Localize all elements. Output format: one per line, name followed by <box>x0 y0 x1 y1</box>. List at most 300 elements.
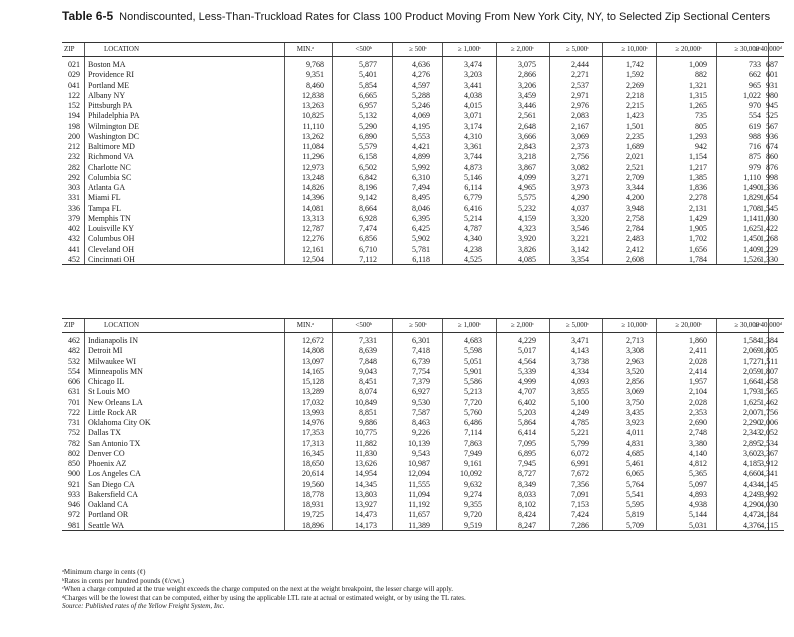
location-cell: Atlanta GA <box>88 183 126 192</box>
table-header <box>62 319 784 333</box>
zip-cell: 462 <box>68 336 80 345</box>
zip-cell: 731 <box>68 418 80 427</box>
rate-cell: 942 <box>695 142 707 151</box>
rate-cell: 4,145 <box>760 479 778 489</box>
rate-cell: 2,052 <box>760 428 778 438</box>
rate-cell: 1,268 <box>760 234 778 244</box>
rate-cell: 6,502 <box>359 162 377 172</box>
rate-cell: 9,886 <box>359 418 377 427</box>
rate-cell: 6,928 <box>359 213 377 223</box>
rate-cell: 6,118 <box>412 254 430 264</box>
rate-cell: 2,069 <box>743 346 761 356</box>
rate-cell: 4,115 <box>760 520 778 530</box>
rate-cell: 3,520 <box>626 366 644 376</box>
rate-cell: 2,290 <box>743 418 761 427</box>
table-row <box>62 59 784 69</box>
zip-cell: 212 <box>68 142 80 151</box>
column-header: ≥ 500ᶜ <box>409 45 427 53</box>
location-cell: Providence RI <box>88 70 134 80</box>
rate-cell: 8,851 <box>359 407 377 417</box>
footnotes <box>62 568 782 611</box>
rate-cell: 5,709 <box>626 520 644 530</box>
rate-cell: 554 <box>749 111 761 121</box>
rate-cell: 2,856 <box>626 377 644 386</box>
rate-cell: 11,657 <box>408 510 430 520</box>
rate-cell: 5,760 <box>464 407 482 417</box>
table-row <box>62 376 784 386</box>
location-cell: Phoenix AZ <box>88 459 127 468</box>
location-cell: Richmond VA <box>88 152 134 162</box>
rate-cell: 7,331 <box>359 336 377 345</box>
rate-cell: 8,424 <box>518 510 536 520</box>
rate-cell: 6,065 <box>626 469 644 479</box>
zip-cell: 379 <box>68 213 80 223</box>
rate-cell: 3,474 <box>464 60 482 69</box>
rate-cell: 14,808 <box>302 346 324 356</box>
rate-cell: 7,945 <box>518 459 536 468</box>
rate-cell: 3,380 <box>689 438 707 448</box>
rate-cell: 7,672 <box>571 469 589 479</box>
rate-cell: 1,742 <box>626 60 644 69</box>
rate-cell: 7,587 <box>412 407 430 417</box>
table-row <box>62 479 784 489</box>
rate-cell: 13,289 <box>302 387 324 397</box>
rate-cell: 8,664 <box>359 203 377 213</box>
rate-cell: 14,173 <box>355 520 377 530</box>
rate-cell: 805 <box>695 121 707 131</box>
rate-cell: 8,639 <box>359 346 377 356</box>
table-row <box>62 121 784 131</box>
rate-cell: 12,838 <box>302 90 324 100</box>
zip-cell: 631 <box>68 387 80 397</box>
rate-cell: 5,214 <box>464 213 482 223</box>
rate-cell: 4,636 <box>412 60 430 69</box>
rate-cell: 5,877 <box>359 60 377 69</box>
rate-cell: 3,354 <box>571 254 589 264</box>
rate-cell: 980 <box>766 90 778 100</box>
rate-cell: 10,775 <box>355 428 377 438</box>
rate-cell: 2,976 <box>571 101 589 110</box>
rate-cell: 1,784 <box>689 254 707 264</box>
rate-cell: 4,893 <box>689 489 707 499</box>
rate-cell: 5,339 <box>518 366 536 376</box>
rate-cell: 5,017 <box>518 346 536 356</box>
rate-cell: 5,541 <box>626 489 644 499</box>
rate-cell: 9,043 <box>359 366 377 376</box>
rate-cell: 1,022 <box>743 90 761 100</box>
zip-cell: 122 <box>68 90 80 100</box>
rate-cell: 6,402 <box>518 397 536 407</box>
location-cell: Little Rock AR <box>88 407 137 417</box>
rate-cell: 5,288 <box>412 90 430 100</box>
rate-cell: 8,247 <box>518 520 536 530</box>
rate-cell: 1,793 <box>743 387 761 397</box>
location-cell: Charlotte NC <box>88 162 131 172</box>
rate-cell: 10,139 <box>408 438 430 448</box>
footnote-source: Source: Published rates of the Yellow Freight System, Inc. <box>62 602 225 610</box>
rate-cell: 5,031 <box>689 520 707 530</box>
rate-cell: 601 <box>766 70 778 80</box>
rate-cell: 4,184 <box>760 510 778 520</box>
rate-cell: 2,218 <box>626 90 644 100</box>
table-caption: Nondiscounted, Less-Than-Truckload Rates for Class 100 Product Moving From New York City, NY, to Selected Zip Sectional Centers <box>119 11 771 23</box>
zip-cell: 606 <box>68 377 80 386</box>
rate-cell: 4,037 <box>571 203 589 213</box>
rate-cell: 16,345 <box>302 448 324 458</box>
table-row <box>62 520 784 530</box>
table-row <box>62 468 784 478</box>
rate-cell: 4,421 <box>412 142 430 151</box>
rate-cell: 2,608 <box>626 254 644 264</box>
location-cell: St Louis MO <box>88 387 130 397</box>
rate-cell: 2,411 <box>689 346 707 356</box>
rate-cell: 1,807 <box>760 366 778 376</box>
rate-cell: 3,308 <box>626 346 644 356</box>
rate-cell: 4,334 <box>571 366 589 376</box>
location-cell: Portland OR <box>88 510 129 520</box>
rate-cell: 2,414 <box>689 366 707 376</box>
rate-cell: 567 <box>766 121 778 131</box>
rate-cell: 4,159 <box>518 213 536 223</box>
column-header: ≥ 10,000ᶜ <box>621 45 648 53</box>
column-header: LOCATION <box>104 45 139 53</box>
rate-cell: 4,030 <box>760 500 778 509</box>
zip-cell: 722 <box>68 407 80 417</box>
rate-cell: 1,384 <box>760 336 778 345</box>
table-row <box>62 141 784 151</box>
location-cell: New Orleans LA <box>88 397 143 407</box>
rate-cell: 6,779 <box>464 193 482 203</box>
rate-cell: 17,353 <box>302 428 324 438</box>
rate-cell: 4,290 <box>743 500 761 509</box>
rate-cell: 9,351 <box>306 70 324 80</box>
rate-cell: 13,263 <box>302 101 324 110</box>
rate-cell: 2,235 <box>626 131 644 141</box>
rate-cell: 2,167 <box>571 121 589 131</box>
rate-cell: 2,059 <box>743 366 761 376</box>
rate-cell: 8,033 <box>518 489 536 499</box>
rate-cell: 12,094 <box>408 469 430 479</box>
rate-cell: 6,486 <box>464 418 482 427</box>
table-header <box>62 43 784 57</box>
rate-cell: 11,555 <box>408 479 430 489</box>
location-cell: Indianapolis IN <box>88 336 138 345</box>
rate-cell: 5,144 <box>689 510 707 520</box>
rate-cell: 1,229 <box>760 244 778 254</box>
rate-cell: 11,084 <box>302 142 324 151</box>
rate-cell: 4,093 <box>571 377 589 386</box>
rate-cell: 945 <box>766 101 778 110</box>
rate-cell: 9,274 <box>464 489 482 499</box>
location-cell: Los Angeles CA <box>88 469 141 479</box>
rate-cell: 7,418 <box>412 346 430 356</box>
rate-cell: 2,521 <box>626 162 644 172</box>
rate-cell: 525 <box>766 111 778 121</box>
rate-cell: 7,095 <box>518 438 536 448</box>
rate-cell: 7,424 <box>571 510 589 520</box>
rate-cell: 7,379 <box>412 377 430 386</box>
rate-cell: 3,973 <box>571 183 589 192</box>
rate-cell: 7,091 <box>571 489 589 499</box>
rate-cell: 2,269 <box>626 80 644 90</box>
rate-cell: 17,032 <box>302 397 324 407</box>
rate-cell: 4,340 <box>464 234 482 244</box>
footnote-b: ᵇRates in cents per hundred pounds (¢/cwt.) <box>62 576 185 585</box>
table-row <box>62 335 784 345</box>
column-header: ≥ 10,000ᶜ <box>621 321 648 329</box>
column-header: ≥ 30,000ᶜ <box>734 321 761 329</box>
location-cell: Bakersfield CA <box>88 489 138 499</box>
rate-cell: 18,650 <box>302 459 324 468</box>
column-header: MIN.ᵃ <box>296 45 314 53</box>
table-title <box>62 10 782 23</box>
rate-table-1 <box>62 42 784 265</box>
rate-cell: 7,153 <box>571 500 589 509</box>
location-cell: Philadelphia PA <box>88 111 140 121</box>
rate-cell: 15,128 <box>302 377 324 386</box>
rate-cell: 2,483 <box>626 234 644 244</box>
rate-cell: 2,278 <box>689 193 707 203</box>
rate-cell: 4,015 <box>464 101 482 110</box>
column-header: ZIP <box>64 45 75 53</box>
table-row <box>62 366 784 376</box>
rate-cell: 716 <box>749 142 761 151</box>
rate-cell: 6,665 <box>359 90 377 100</box>
rate-cell: 2,561 <box>518 111 536 121</box>
zip-cell: 532 <box>68 356 80 366</box>
rate-cell: 1,727 <box>743 356 761 366</box>
rate-cell: 8,102 <box>518 500 536 509</box>
rate-cell: 6,395 <box>412 213 430 223</box>
table-row <box>62 100 784 110</box>
rate-cell: 3,992 <box>760 489 778 499</box>
rate-cell: 8,451 <box>359 377 377 386</box>
rate-cell: 8,727 <box>518 469 536 479</box>
rate-cell: 13,262 <box>302 131 324 141</box>
rate-cell: 10,825 <box>302 111 324 121</box>
rate-cell: 19,725 <box>302 510 324 520</box>
rate-cell: 13,927 <box>355 500 377 509</box>
rate-cell: 2,215 <box>626 101 644 110</box>
rate-cell: 7,494 <box>412 183 430 192</box>
rate-cell: 4,525 <box>464 254 482 264</box>
column-header: ZIP <box>64 321 75 329</box>
rate-cell: 5,586 <box>464 377 482 386</box>
rate-cell: 5,365 <box>689 469 707 479</box>
column-header: LOCATION <box>104 321 139 329</box>
rate-cell: 1,385 <box>689 172 707 182</box>
rate-cell: 11,882 <box>355 438 377 448</box>
location-cell: Boston MA <box>88 60 126 69</box>
rate-cell: 5,100 <box>571 397 589 407</box>
table-row <box>62 203 784 213</box>
rate-cell: 2,784 <box>626 224 644 233</box>
rate-cell: 5,051 <box>464 356 482 366</box>
location-cell: Memphis TN <box>88 213 131 223</box>
rate-cell: 687 <box>766 60 778 69</box>
column-header: <500ᵇ <box>355 45 372 53</box>
location-cell: Tampa FL <box>88 203 121 213</box>
rate-cell: 3,750 <box>626 397 644 407</box>
column-header: ≥ 2,000ᶜ <box>510 321 534 329</box>
table-row <box>62 131 784 141</box>
zip-cell: 802 <box>68 448 80 458</box>
rate-cell: 6,856 <box>359 234 377 244</box>
rate-cell: 4,685 <box>626 448 644 458</box>
rate-cell: 7,356 <box>571 479 589 489</box>
table-row <box>62 489 784 499</box>
rate-cell: 14,081 <box>302 203 324 213</box>
rate-cell: 4,376 <box>743 520 761 530</box>
rate-cell: 2,373 <box>571 142 589 151</box>
zip-cell: 752 <box>68 428 80 438</box>
rate-cell: 936 <box>766 131 778 141</box>
rate-cell: 7,474 <box>359 224 377 233</box>
rate-cell: 6,957 <box>359 101 377 110</box>
rate-cell: 1,654 <box>760 193 778 203</box>
location-cell: Milwaukee WI <box>88 356 137 366</box>
rate-cell: 979 <box>749 162 761 172</box>
location-cell: Wilmington DE <box>88 121 140 131</box>
rate-cell: 1,526 <box>743 254 761 264</box>
rate-cell: 5,132 <box>359 111 377 121</box>
table-row <box>62 427 784 437</box>
rate-cell: 5,553 <box>412 131 430 141</box>
rate-cell: 4,707 <box>518 387 536 397</box>
rate-cell: 10,849 <box>355 397 377 407</box>
rate-cell: 1,545 <box>760 203 778 213</box>
zip-cell: 232 <box>68 152 80 162</box>
table-row <box>62 345 784 355</box>
rate-cell: 1,321 <box>689 80 707 90</box>
rate-cell: 11,389 <box>408 520 430 530</box>
column-header: ≥ 40,000ᵈ <box>754 45 782 53</box>
zip-cell: 554 <box>68 366 80 376</box>
rate-cell: 4,238 <box>464 244 482 254</box>
rate-cell: 965 <box>749 80 761 90</box>
rate-cell: 12,973 <box>302 162 324 172</box>
rate-cell: 1,501 <box>626 121 644 131</box>
rate-cell: 5,992 <box>412 162 430 172</box>
rate-cell: 1,829 <box>743 193 761 203</box>
rate-cell: 3,069 <box>626 387 644 397</box>
rate-cell: 5,097 <box>689 479 707 489</box>
rate-cell: 4,310 <box>464 131 482 141</box>
rate-cell: 1,625 <box>743 397 761 407</box>
rate-cell: 4,564 <box>518 356 536 366</box>
zip-cell: 482 <box>68 346 80 356</box>
rate-cell: 6,158 <box>359 152 377 162</box>
rate-cell: 2,748 <box>689 428 707 438</box>
rate-cell: 2,444 <box>571 60 589 69</box>
rate-cell: 1,708 <box>743 203 761 213</box>
rate-cell: 4,200 <box>626 193 644 203</box>
rate-cell: 1,293 <box>689 131 707 141</box>
zip-cell: 200 <box>68 131 80 141</box>
rate-cell: 8,046 <box>412 203 430 213</box>
location-cell: Albany NY <box>88 90 126 100</box>
rate-cell: 8,196 <box>359 183 377 192</box>
zip-cell: 331 <box>68 193 80 203</box>
rate-cell: 3,344 <box>626 183 644 192</box>
table-row <box>62 182 784 192</box>
zip-cell: 194 <box>68 111 80 121</box>
rate-cell: 4,099 <box>518 172 536 182</box>
rate-cell: 13,626 <box>355 459 377 468</box>
column-header: ≥ 500ᶜ <box>409 321 427 329</box>
rate-cell: 4,341 <box>760 469 778 479</box>
rate-cell: 2,083 <box>571 111 589 121</box>
rate-cell: 7,112 <box>359 254 377 264</box>
zip-cell: 441 <box>68 244 80 254</box>
zip-cell: 198 <box>68 121 80 131</box>
rate-cell: 5,232 <box>518 203 536 213</box>
rate-cell: 4,276 <box>412 70 430 80</box>
zip-cell: 292 <box>68 172 80 182</box>
rate-cell: 970 <box>749 101 761 110</box>
rate-cell: 5,595 <box>626 500 644 509</box>
rate-cell: 5,401 <box>359 70 377 80</box>
rate-cell: 6,710 <box>359 244 377 254</box>
rate-cell: 5,902 <box>412 234 430 244</box>
rate-cell: 3,459 <box>518 90 536 100</box>
rate-cell: 1,860 <box>689 336 707 345</box>
rate-cell: 5,290 <box>359 121 377 131</box>
zip-cell: 981 <box>68 520 80 530</box>
rate-cell: 4,938 <box>689 500 707 509</box>
rate-cell: 8,074 <box>359 387 377 397</box>
table-row <box>62 233 784 243</box>
zip-cell: 933 <box>68 489 80 499</box>
rate-cell: 1,702 <box>689 234 707 244</box>
rate-cell: 5,901 <box>464 366 482 376</box>
rate-cell: 8,495 <box>412 193 430 203</box>
location-cell: Cincinnati OH <box>88 254 135 264</box>
rate-cell: 8,349 <box>518 479 536 489</box>
rate-cell: 619 <box>749 121 761 131</box>
location-cell: Dallas TX <box>88 428 121 438</box>
rate-cell: 4,965 <box>518 183 536 192</box>
rate-cell: 6,414 <box>518 428 536 438</box>
rate-cell: 1,315 <box>689 90 707 100</box>
rate-cell: 3,142 <box>571 244 589 254</box>
rate-cell: 9,720 <box>464 510 482 520</box>
table-label: Table 6-5 <box>62 9 114 23</box>
rate-cell: 4,787 <box>464 224 482 233</box>
rate-cell: 5,203 <box>518 407 536 417</box>
rate-cell: 3,069 <box>571 131 589 141</box>
rate-cell: 11,192 <box>408 500 430 509</box>
rate-cell: 7,286 <box>571 520 589 530</box>
rate-cell: 3,361 <box>464 142 482 151</box>
rate-cell: 2,534 <box>760 438 778 448</box>
rate-cell: 998 <box>766 172 778 182</box>
rate-cell: 12,504 <box>302 254 324 264</box>
location-cell: Chicago IL <box>88 377 125 386</box>
rate-cell: 4,038 <box>464 90 482 100</box>
rate-cell: 4,069 <box>412 111 430 121</box>
rate-cell: 1,423 <box>626 111 644 121</box>
rate-cell: 1,429 <box>689 213 707 223</box>
rate-cell: 1,756 <box>760 407 778 417</box>
rate-cell: 1,689 <box>626 142 644 151</box>
zip-cell: 432 <box>68 234 80 244</box>
rate-cell: 6,991 <box>571 459 589 468</box>
rate-cell: 7,720 <box>464 397 482 407</box>
table-row <box>62 397 784 407</box>
rate-cell: 4,899 <box>412 152 430 162</box>
table-row <box>62 458 784 468</box>
